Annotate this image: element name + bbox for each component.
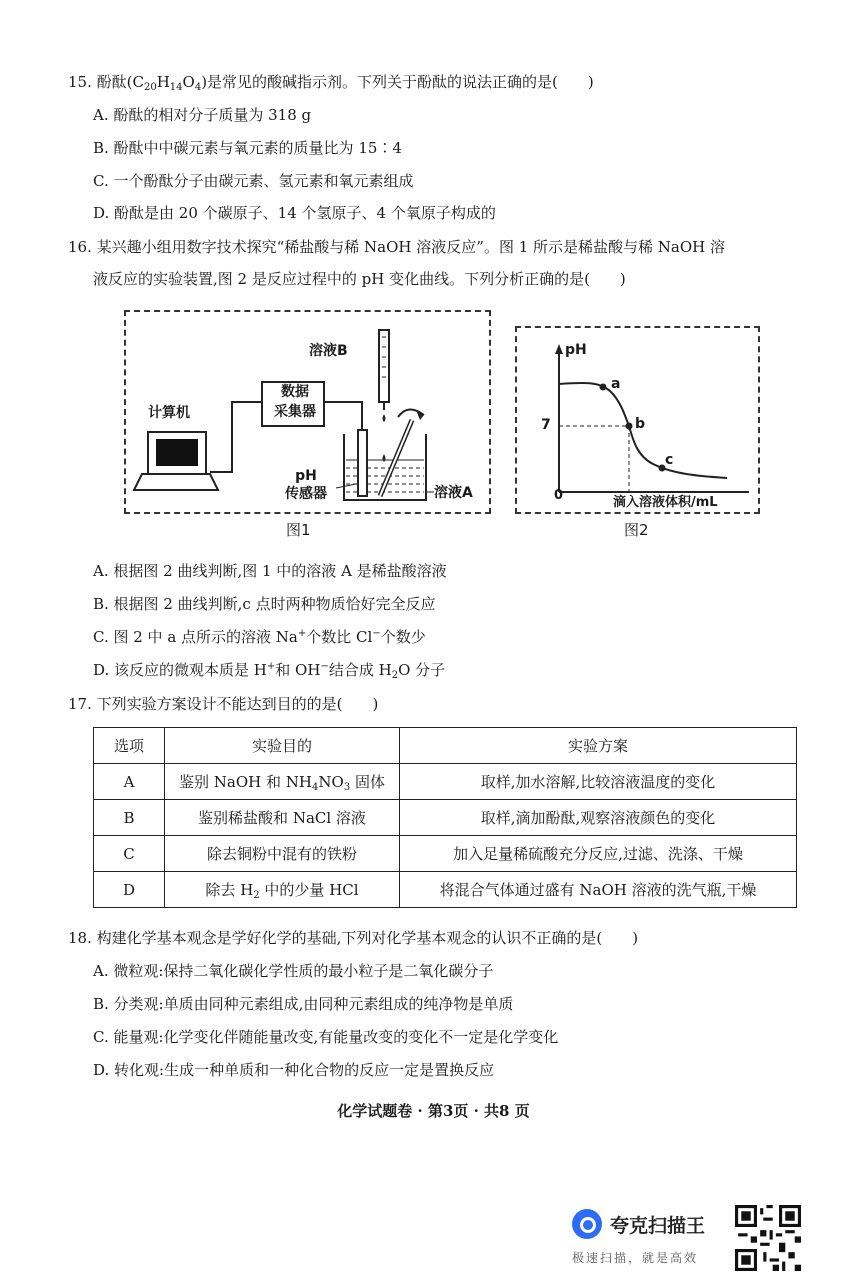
figure-2-ph-curve (515, 326, 760, 514)
table-cell: 取样,加水溶解,比较溶液温度的变化 (400, 764, 797, 800)
table-cell: 除去铜粉中混有的铁粉 (165, 836, 400, 872)
table-header-row (94, 728, 797, 764)
point-b-label: b (635, 416, 646, 432)
point-a-label: a (611, 376, 621, 392)
table-cell: 鉴别 NaOH 和 $NH_4NO_3$ 固体 (165, 764, 400, 800)
table-cell: C (94, 836, 165, 872)
solution-b-label: 溶液B (309, 343, 348, 359)
computer-label: 计算机 (148, 405, 190, 421)
qr-code-icon (735, 1205, 801, 1271)
q16-stem-line1: 16. 某兴趣小组用数字技术探究“稀盐酸与稀 NaOH 溶液反应”。图 1 所示是稀盐酸与稀 NaOH 溶 (68, 238, 726, 256)
table-row (94, 764, 797, 800)
table-row (94, 872, 797, 908)
brand-name: 夸克扫描王 (610, 1215, 706, 1237)
q18-option-b: B. 分类观:单质由同种元素组成,由同种元素组成的纯净物是单质 (93, 995, 514, 1013)
q16-option-b: B. 根据图 2 曲线判断,c 点时两种物质恰好完全反应 (93, 595, 436, 613)
solution-a-label: 溶液A (434, 485, 473, 501)
table-header: 实验方案 (400, 728, 797, 764)
figure-2-caption: 图2 (624, 521, 649, 539)
scanner-watermark (572, 1209, 732, 1269)
q18-option-c: C. 能量观:化学变化伴随能量改变,有能量改变的变化不一定是化学变化 (93, 1028, 559, 1046)
quark-logo-icon (572, 1209, 602, 1239)
q15-option-c: C. 一个酚酞分子由碳元素、氢元素和氧元素组成 (93, 172, 414, 190)
page-footer: 化学试题卷 · 第3页 · 共8 页 (337, 1102, 530, 1120)
q18-option-d: D. 转化观:生成一种单质和一种化合物的反应一定是置换反应 (93, 1061, 495, 1079)
table-row (94, 836, 797, 872)
y-tick-7: 7 (541, 417, 551, 433)
table-cell: 鉴别稀盐酸和 NaCl 溶液 (165, 800, 400, 836)
table-cell: 取样,滴加酚酞,观察溶液颜色的变化 (400, 800, 797, 836)
q18-stem: 18. 构建化学基本观念是学好化学的基础,下列对化学基本观念的认识不正确的是( ) (68, 929, 639, 947)
table-cell: D (94, 872, 165, 908)
table-cell: A (94, 764, 165, 800)
y-axis-label: pH (565, 342, 587, 358)
ph-sensor-label: pH 传感器 (285, 468, 327, 502)
point-c-label: c (665, 452, 674, 468)
q15-option-b: B. 酚酞中中碳元素与氧元素的质量比为 15∶4 (93, 139, 402, 157)
q17-stem: 17. 下列实验方案设计不能达到目的的是( ) (68, 695, 379, 713)
figure-1-caption: 图1 (286, 521, 311, 539)
table-cell: 加入足量稀硫酸充分反应,过滤、洗涤、干燥 (400, 836, 797, 872)
table-header: 选项 (94, 728, 165, 764)
table-row (94, 800, 797, 836)
q16-option-d: D. 该反应的微观本质是 H+和 OH−结合成 $H_2O$ 分子 (93, 661, 446, 681)
table-header: 实验目的 (165, 728, 400, 764)
table-cell: B (94, 800, 165, 836)
table-cell: 除去 $H_2$ 中的少量 HCl (165, 872, 400, 908)
data-collector-label: 数据 采集器 (274, 384, 316, 420)
q15-option-a: A. 酚酞的相对分子质量为 318 g (93, 106, 312, 124)
q16-option-a: A. 根据图 2 曲线判断,图 1 中的溶液 A 是稀盐酸溶液 (93, 562, 447, 580)
q16-option-c: C. 图 2 中 a 点所示的溶液 Na+个数比 Cl−个数少 (93, 628, 426, 646)
q15-stem: 15. 酚酞$(C_{20}H_{14}O_4)$是常见的酸碱指示剂。下列关于酚酞的说法正确的是( ) (68, 73, 594, 93)
origin-label: 0 (554, 488, 564, 503)
brand-slogan: 极速扫描，就是高效 (572, 1251, 699, 1265)
x-axis-label: 滴入溶液体积/mL (613, 495, 718, 510)
experiment-table (93, 727, 797, 908)
q18-option-a: A. 微粒观:保持二氧化碳化学性质的最小粒子是二氧化碳分子 (93, 962, 494, 980)
q15-option-d: D. 酚酞是由 20 个碳原子、14 个氢原子、4 个氧原子构成的 (93, 204, 496, 222)
q16-stem-line2: 液反应的实验装置,图 2 是反应过程中的 pH 变化曲线。下列分析正确的是( ) (93, 270, 626, 288)
table-cell: 将混合气体通过盛有 NaOH 溶液的洗气瓶,干燥 (400, 872, 797, 908)
figure-1-apparatus (124, 310, 491, 514)
